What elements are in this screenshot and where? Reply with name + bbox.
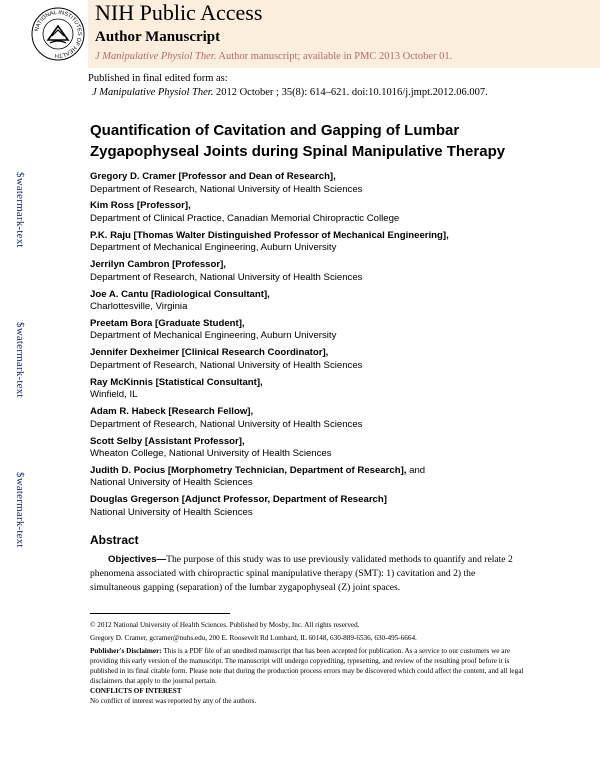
author-name-line bbox=[90, 465, 580, 478]
author-entry bbox=[90, 406, 580, 435]
author-entry bbox=[90, 230, 580, 259]
copyright-notice: © 2012 National University of Health Sciences. Published by Mosby, Inc. All rights reserved. bbox=[90, 621, 360, 629]
author-affiliation: National University of Health Sciences bbox=[90, 477, 253, 489]
author-name: P.K. Raju [Thomas Walter Distinguished Professor of Mechanical Engineering], bbox=[90, 229, 449, 241]
author-name: Adam R. Habeck [Research Fellow], bbox=[90, 406, 254, 418]
disclaimer-text: This is a PDF file of an unedited manuscript that has been accepted for publication. As a service to our customers we are providing this early version of the manuscript. The manuscript will undergo copyediting, typesetting, and review of the resulting proof before it is published in its final citable form. Please note that during the production process errors may be discovered which could affect the content, and all legal disclaimers that apply to the journal pertain. bbox=[90, 647, 524, 685]
header-citation-journal: J Manipulative Physiol Ther. bbox=[95, 51, 217, 62]
author-entry bbox=[90, 347, 580, 376]
publisher-disclaimer bbox=[90, 646, 530, 686]
author-name: Joe A. Cantu [Radiological Consultant], bbox=[90, 288, 270, 300]
header-citation bbox=[95, 51, 452, 62]
article-title: Quantification of Cavitation and Gapping of Lumbar Zygapophyseal Joints during Spinal Manipulative Therapy bbox=[90, 122, 506, 160]
nih-public-access-title: NIH Public Access bbox=[95, 0, 263, 25]
publication-details: 2012 October ; 35(8): 614–621. doi:10.1016/j.jmpt.2012.06.007. bbox=[215, 87, 488, 98]
author-entry bbox=[90, 200, 580, 229]
side-watermark: $watermark-text bbox=[14, 322, 26, 398]
author-affiliation: National University of Health Sciences bbox=[90, 506, 253, 518]
author-name: Jennifer Dexheimer [Clinical Research Coordinator], bbox=[90, 347, 329, 359]
author-name-suffix: and bbox=[409, 464, 426, 476]
footnotes bbox=[90, 620, 530, 706]
publication-journal: J Manipulative Physiol Ther. bbox=[92, 87, 214, 98]
correspondence-info: Gregory D. Cramer, gcramer@nuhs.edu, 200 E. Roosevelt Rd Lombard, IL 60148, 630-889-6536, 630-495-6664. bbox=[90, 634, 417, 642]
footnote-divider bbox=[90, 613, 230, 614]
author-name: Jerrilyn Cambron [Professor], bbox=[90, 259, 226, 271]
logo-ring-text: NATIONAL INSTITUTES OF HEALTH bbox=[34, 9, 83, 59]
side-watermark: $watermark-text bbox=[14, 172, 26, 248]
objectives-label: Objectives— bbox=[108, 554, 167, 565]
author-entry bbox=[90, 494, 580, 523]
conflicts-heading: CONFLICTS OF INTEREST bbox=[90, 687, 182, 695]
author-affiliation: Department of Mechanical Engineering, Auburn University bbox=[90, 330, 337, 342]
publication-citation bbox=[92, 87, 488, 98]
abstract-heading: Abstract bbox=[90, 533, 139, 547]
author-name: Scott Selby [Assistant Professor], bbox=[90, 435, 245, 447]
disclaimer-label: Publisher's Disclaimer: bbox=[90, 647, 162, 655]
author-affiliation: Department of Research, National University of Health Sciences bbox=[90, 271, 363, 283]
author-name: Ray McKinnis [Statistical Consultant], bbox=[90, 376, 263, 388]
author-entry bbox=[90, 465, 580, 494]
author-name: Gregory D. Cramer [Professor and Dean of Research], bbox=[90, 171, 336, 182]
nih-logo bbox=[30, 6, 86, 62]
author-affiliation: Department of Research, National University of Health Sciences bbox=[90, 359, 363, 371]
author-entry bbox=[90, 289, 580, 318]
author-affiliation: Charlottesville, Virginia bbox=[90, 301, 188, 313]
author-entry bbox=[90, 318, 580, 347]
side-watermark: $watermark-text bbox=[14, 472, 26, 548]
author-name: Kim Ross [Professor], bbox=[90, 200, 191, 212]
author-affiliation: Department of Clinical Practice, Canadian Memorial Chiropractic College bbox=[90, 212, 400, 224]
objectives-text: The purpose of this study was to use previously validated methods to quantify and relate 2 phenomena associated with chiropractic spinal manipulative therapy (SMT): 1) cavitation and 2) the simultaneous gapping (separation) of the lumbar zygapophyseal (Z) joint spaces. bbox=[90, 554, 513, 593]
author-name: Preetam Bora [Graduate Student], bbox=[90, 317, 245, 329]
author-list bbox=[90, 171, 580, 524]
author-affiliation: Winfield, IL bbox=[90, 389, 138, 401]
author-manuscript-label: Author Manuscript bbox=[95, 29, 221, 45]
header-citation-rest: Author manuscript; available in PMC 2013 October 01. bbox=[218, 51, 453, 62]
conflicts-text: No conflict of interest was reported by any of the authors. bbox=[90, 697, 257, 705]
author-entry bbox=[90, 377, 580, 406]
author-affiliation: Department of Research, National University of Health Sciences bbox=[90, 418, 363, 430]
author-entry bbox=[90, 171, 580, 200]
published-in-label: Published in final edited form as: bbox=[88, 73, 228, 84]
abstract-objectives bbox=[90, 553, 522, 595]
author-entry bbox=[90, 436, 580, 465]
author-affiliation: Department of Mechanical Engineering, Auburn University bbox=[90, 242, 337, 254]
author-name: Judith D. Pocius [Morphometry Technician, Department of Research], bbox=[90, 464, 407, 476]
author-entry bbox=[90, 259, 580, 288]
author-affiliation: Department of Research, National University of Health Sciences bbox=[90, 183, 363, 195]
author-affiliation: Wheaton College, National University of Health Sciences bbox=[90, 448, 332, 460]
author-name: Douglas Gregerson [Adjunct Professor, Department of Research] bbox=[90, 494, 387, 506]
